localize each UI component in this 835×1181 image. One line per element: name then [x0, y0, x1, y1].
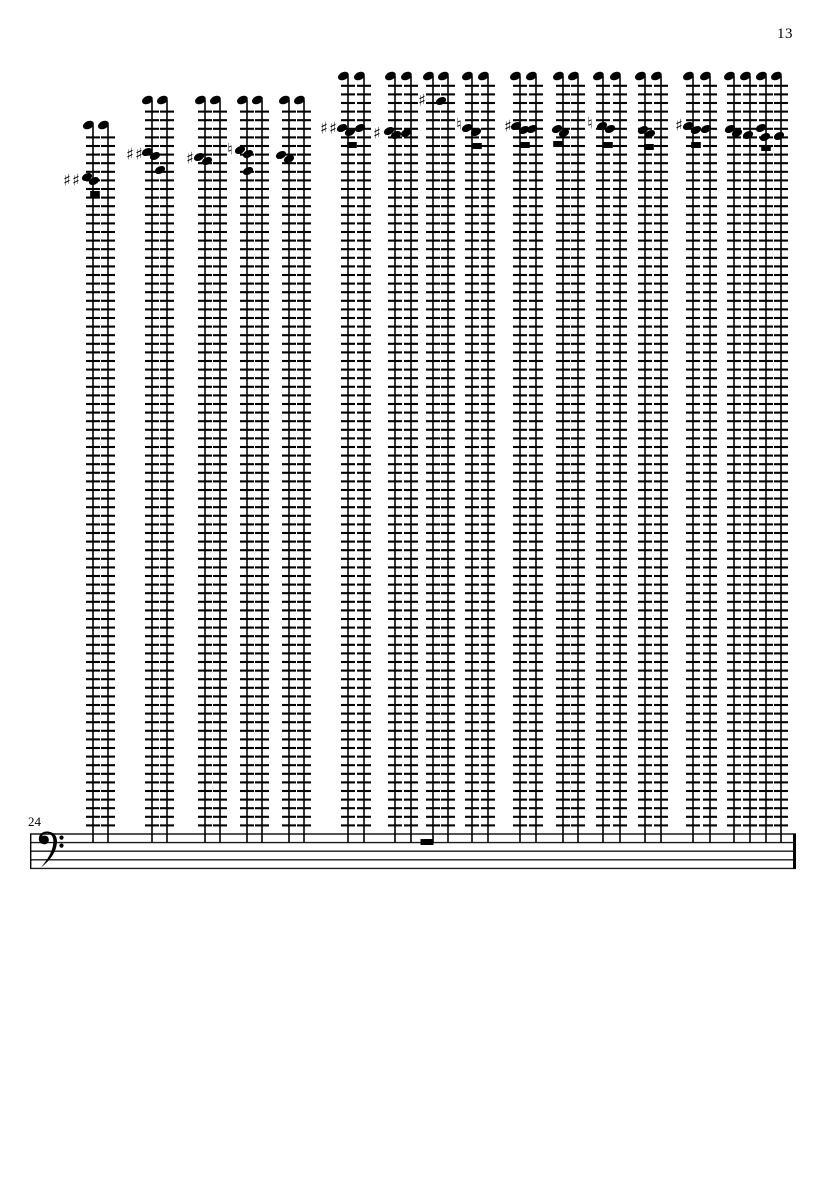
staff	[30, 834, 796, 868]
notehead	[773, 130, 786, 141]
measure-number: 24	[28, 814, 41, 829]
note-column	[739, 70, 757, 843]
note-column	[592, 70, 610, 843]
accidental: ♯	[373, 123, 381, 143]
accidental: ♯	[320, 118, 328, 138]
note-column	[552, 70, 570, 843]
note-column	[353, 70, 371, 843]
accidental: ♯	[63, 170, 71, 190]
notehead-square	[553, 141, 563, 147]
notehead-square	[761, 145, 771, 151]
note-column	[461, 70, 479, 843]
notehead	[759, 131, 772, 142]
accidental: ♮	[587, 113, 593, 133]
notehead	[435, 95, 448, 106]
bass-clef	[39, 832, 64, 868]
note-column	[278, 94, 296, 843]
page-number: 13	[777, 26, 793, 42]
notehead-square	[472, 143, 482, 149]
note-column	[723, 70, 741, 843]
note-column	[699, 70, 717, 843]
note-column	[400, 70, 418, 843]
accidental: ♯	[504, 116, 512, 136]
notehead	[154, 164, 167, 175]
accidental: ♯	[135, 144, 143, 164]
notehead	[242, 165, 255, 176]
note-column	[384, 70, 402, 843]
note-column	[682, 70, 700, 843]
note-column	[422, 70, 440, 843]
note-column	[634, 70, 652, 843]
accidental: ♯	[72, 170, 80, 190]
accidental: ♮	[456, 114, 462, 134]
note-column	[525, 70, 543, 843]
accidental: ♯	[675, 115, 683, 135]
note-column	[82, 119, 100, 843]
accidental: ♯	[329, 118, 337, 138]
notehead-square	[520, 142, 530, 148]
notehead-square	[691, 142, 701, 148]
note-column	[755, 70, 773, 843]
note-column	[477, 70, 495, 843]
note-column	[141, 94, 159, 843]
accidentals	[63, 91, 683, 190]
note-column	[650, 70, 668, 843]
accidental: ♯	[126, 144, 134, 164]
accidental: ♮	[227, 139, 233, 159]
notehead	[742, 129, 755, 140]
whole-rest	[421, 839, 434, 845]
note-column	[194, 94, 212, 843]
notehead-square	[603, 142, 613, 148]
note-column	[609, 70, 627, 843]
notehead-square	[644, 144, 654, 150]
notehead-square	[90, 191, 100, 197]
accidental: ♯	[418, 90, 426, 110]
note-column	[337, 70, 355, 843]
notehead-square	[347, 142, 357, 148]
accidental: ♯	[186, 148, 194, 168]
note-column	[509, 70, 527, 843]
note-column	[236, 94, 254, 843]
